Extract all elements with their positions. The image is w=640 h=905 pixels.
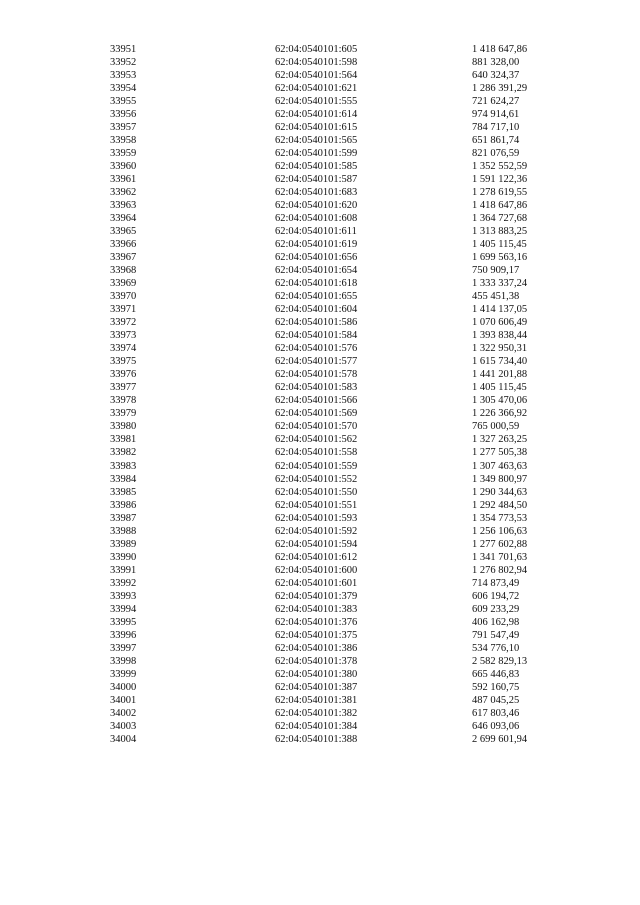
cadastral-number: 62:04:0540101:586 xyxy=(275,317,358,329)
cadastral-value: 1 333 337,24 xyxy=(472,278,528,290)
row-number: 33981 xyxy=(110,434,137,446)
row-number: 33986 xyxy=(110,499,137,511)
cadastral-number: 62:04:0540101:559 xyxy=(275,460,358,472)
cadastral-value: 1 393 838,44 xyxy=(472,330,528,342)
cadastral-value-table xyxy=(0,43,640,746)
table-row xyxy=(0,577,640,590)
cadastral-value: 1 615 734,40 xyxy=(472,356,528,368)
cadastral-value: 821 076,59 xyxy=(472,148,520,160)
cadastral-value: 2 582 829,13 xyxy=(472,655,528,667)
row-number: 33955 xyxy=(110,96,137,108)
table-row xyxy=(0,381,640,394)
table-row xyxy=(0,212,640,225)
table-row xyxy=(0,681,640,694)
cadastral-number: 62:04:0540101:550 xyxy=(275,486,358,498)
table-row xyxy=(0,538,640,551)
cadastral-number: 62:04:0540101:551 xyxy=(275,499,358,511)
cadastral-number: 62:04:0540101:619 xyxy=(275,239,358,251)
cadastral-number: 62:04:0540101:593 xyxy=(275,512,358,524)
table-row xyxy=(0,460,640,473)
table-row xyxy=(0,525,640,538)
row-number: 33974 xyxy=(110,343,137,355)
table-row xyxy=(0,290,640,303)
cadastral-value: 1 307 463,63 xyxy=(472,460,528,472)
table-row xyxy=(0,616,640,629)
table-row xyxy=(0,407,640,420)
cadastral-value: 1 276 802,94 xyxy=(472,564,528,576)
cadastral-number: 62:04:0540101:615 xyxy=(275,122,358,134)
table-row xyxy=(0,108,640,121)
row-number: 33990 xyxy=(110,551,137,563)
row-number: 34001 xyxy=(110,694,137,706)
cadastral-number: 62:04:0540101:383 xyxy=(275,603,358,615)
row-number: 33996 xyxy=(110,629,137,641)
cadastral-number: 62:04:0540101:387 xyxy=(275,681,358,693)
cadastral-number: 62:04:0540101:621 xyxy=(275,83,358,95)
row-number: 33967 xyxy=(110,252,137,264)
cadastral-value: 714 873,49 xyxy=(472,577,520,589)
table-row xyxy=(0,394,640,407)
cadastral-number: 62:04:0540101:604 xyxy=(275,304,358,316)
cadastral-number: 62:04:0540101:611 xyxy=(275,226,357,238)
cadastral-number: 62:04:0540101:654 xyxy=(275,265,358,277)
cadastral-number: 62:04:0540101:562 xyxy=(275,434,358,446)
cadastral-value: 534 776,10 xyxy=(472,642,520,654)
table-row xyxy=(0,82,640,95)
cadastral-number: 62:04:0540101:594 xyxy=(275,538,358,550)
cadastral-number: 62:04:0540101:578 xyxy=(275,369,358,381)
table-row xyxy=(0,499,640,512)
table-row xyxy=(0,225,640,238)
cadastral-value: 765 000,59 xyxy=(472,421,520,433)
row-number: 33964 xyxy=(110,213,137,225)
table-row xyxy=(0,329,640,342)
row-number: 33985 xyxy=(110,486,137,498)
cadastral-value: 791 547,49 xyxy=(472,629,520,641)
cadastral-value: 750 909,17 xyxy=(472,265,520,277)
row-number: 33966 xyxy=(110,239,137,251)
table-row xyxy=(0,642,640,655)
row-number: 33991 xyxy=(110,564,137,576)
cadastral-number: 62:04:0540101:605 xyxy=(275,44,358,55)
cadastral-value: 1 354 773,53 xyxy=(472,512,528,524)
cadastral-value: 1 070 606,49 xyxy=(472,317,528,329)
cadastral-value: 455 451,38 xyxy=(472,291,520,303)
cadastral-number: 62:04:0540101:566 xyxy=(275,395,358,407)
row-number: 33998 xyxy=(110,655,137,667)
table-row xyxy=(0,564,640,577)
row-number: 33979 xyxy=(110,408,137,420)
row-number: 33969 xyxy=(110,278,137,290)
table-row xyxy=(0,551,640,564)
table-row xyxy=(0,56,640,69)
table-row xyxy=(0,121,640,134)
table-row xyxy=(0,264,640,277)
table-row xyxy=(0,433,640,446)
table-row xyxy=(0,186,640,199)
table-row xyxy=(0,251,640,264)
table-row xyxy=(0,303,640,316)
cadastral-number: 62:04:0540101:565 xyxy=(275,135,358,147)
cadastral-number: 62:04:0540101:618 xyxy=(275,278,358,290)
cadastral-value: 1 414 137,05 xyxy=(472,304,528,316)
row-number: 33992 xyxy=(110,577,137,589)
cadastral-value: 646 093,06 xyxy=(472,720,520,732)
cadastral-value: 1 699 563,16 xyxy=(472,252,528,264)
row-number: 33971 xyxy=(110,304,137,316)
cadastral-value: 406 162,98 xyxy=(472,616,520,628)
row-number: 33995 xyxy=(110,616,137,628)
cadastral-number: 62:04:0540101:598 xyxy=(275,57,358,69)
cadastral-number: 62:04:0540101:388 xyxy=(275,733,358,745)
table-row xyxy=(0,473,640,486)
table-row xyxy=(0,707,640,720)
table-row xyxy=(0,355,640,368)
cadastral-number: 62:04:0540101:384 xyxy=(275,720,358,732)
table-row xyxy=(0,160,640,173)
row-number: 33983 xyxy=(110,460,137,472)
cadastral-number: 62:04:0540101:583 xyxy=(275,382,358,394)
cadastral-number: 62:04:0540101:375 xyxy=(275,629,358,641)
row-number: 34000 xyxy=(110,681,137,693)
row-number: 33980 xyxy=(110,421,137,433)
row-number: 33973 xyxy=(110,330,137,342)
table-row xyxy=(0,720,640,733)
cadastral-value: 1 591 122,36 xyxy=(472,174,528,186)
cadastral-value: 1 341 701,63 xyxy=(472,551,528,563)
cadastral-value: 1 364 727,68 xyxy=(472,213,528,225)
cadastral-value: 1 292 484,50 xyxy=(472,499,528,511)
table-row xyxy=(0,43,640,56)
cadastral-number: 62:04:0540101:378 xyxy=(275,655,358,667)
cadastral-number: 62:04:0540101:585 xyxy=(275,161,358,173)
row-number: 33952 xyxy=(110,57,137,69)
cadastral-value: 974 914,61 xyxy=(472,109,520,121)
table-row xyxy=(0,512,640,525)
cadastral-value: 1 349 800,97 xyxy=(472,473,528,485)
row-number: 34003 xyxy=(110,720,137,732)
cadastral-number: 62:04:0540101:564 xyxy=(275,70,358,82)
cadastral-value: 1 286 391,29 xyxy=(472,83,528,95)
cadastral-value: 1 290 344,63 xyxy=(472,486,528,498)
row-number: 33987 xyxy=(110,512,137,524)
cadastral-value: 665 446,83 xyxy=(472,668,520,680)
cadastral-value: 1 418 647,86 xyxy=(472,44,528,55)
cadastral-number: 62:04:0540101:612 xyxy=(275,551,358,563)
row-number: 33959 xyxy=(110,148,137,160)
table-row xyxy=(0,199,640,212)
row-number: 33960 xyxy=(110,161,137,173)
cadastral-number: 62:04:0540101:552 xyxy=(275,473,358,485)
table-row xyxy=(0,486,640,499)
cadastral-number: 62:04:0540101:599 xyxy=(275,148,358,160)
cadastral-number: 62:04:0540101:558 xyxy=(275,447,358,459)
row-number: 33988 xyxy=(110,525,137,537)
row-number: 33970 xyxy=(110,291,137,303)
cadastral-value: 609 233,29 xyxy=(472,603,520,615)
cadastral-number: 62:04:0540101:614 xyxy=(275,109,358,121)
cadastral-value: 1 352 552,59 xyxy=(472,161,528,173)
row-number: 33977 xyxy=(110,382,137,394)
cadastral-number: 62:04:0540101:620 xyxy=(275,200,358,212)
row-number: 33982 xyxy=(110,447,137,459)
cadastral-value: 1 405 115,45 xyxy=(472,382,527,394)
cadastral-value: 721 624,27 xyxy=(472,96,520,108)
cadastral-number: 62:04:0540101:601 xyxy=(275,577,358,589)
table-row xyxy=(0,316,640,329)
cadastral-value: 640 324,37 xyxy=(472,70,520,82)
cadastral-number: 62:04:0540101:380 xyxy=(275,668,358,680)
cadastral-value: 2 699 601,94 xyxy=(472,733,528,745)
cadastral-value: 1 256 106,63 xyxy=(472,525,528,537)
cadastral-value: 606 194,72 xyxy=(472,590,520,602)
row-number: 33968 xyxy=(110,265,137,277)
cadastral-value: 1 418 647,86 xyxy=(472,200,528,212)
table-row xyxy=(0,446,640,459)
row-number: 34002 xyxy=(110,707,137,719)
cadastral-value: 784 717,10 xyxy=(472,122,520,134)
table-row xyxy=(0,368,640,381)
cadastral-number: 62:04:0540101:584 xyxy=(275,330,358,342)
cadastral-value: 487 045,25 xyxy=(472,694,520,706)
cadastral-value: 881 328,00 xyxy=(472,57,520,69)
cadastral-value: 592 160,75 xyxy=(472,681,520,693)
cadastral-value: 651 861,74 xyxy=(472,135,520,147)
table-row xyxy=(0,277,640,290)
table-row xyxy=(0,238,640,251)
row-number: 33963 xyxy=(110,200,137,212)
cadastral-value: 1 278 619,55 xyxy=(472,187,528,199)
cadastral-value: 1 322 950,31 xyxy=(472,343,528,355)
cadastral-number: 62:04:0540101:683 xyxy=(275,187,358,199)
table-row xyxy=(0,603,640,616)
table-row xyxy=(0,147,640,160)
row-number: 33993 xyxy=(110,590,137,602)
cadastral-value: 1 405 115,45 xyxy=(472,239,527,251)
row-number: 33972 xyxy=(110,317,137,329)
cadastral-number: 62:04:0540101:576 xyxy=(275,343,358,355)
cadastral-number: 62:04:0540101:386 xyxy=(275,642,358,654)
table-row xyxy=(0,668,640,681)
row-number: 33994 xyxy=(110,603,137,615)
table-row xyxy=(0,629,640,642)
row-number: 33984 xyxy=(110,473,137,485)
row-number: 33975 xyxy=(110,356,137,368)
cadastral-number: 62:04:0540101:656 xyxy=(275,252,358,264)
cadastral-value: 1 277 602,88 xyxy=(472,538,528,550)
row-number: 33999 xyxy=(110,668,137,680)
cadastral-value: 617 803,46 xyxy=(472,707,520,719)
row-number: 33951 xyxy=(110,44,137,55)
table-row xyxy=(0,95,640,108)
cadastral-number: 62:04:0540101:381 xyxy=(275,694,358,706)
cadastral-number: 62:04:0540101:587 xyxy=(275,174,358,186)
row-number: 33962 xyxy=(110,187,137,199)
cadastral-number: 62:04:0540101:577 xyxy=(275,356,358,368)
row-number: 33965 xyxy=(110,226,137,238)
cadastral-value: 1 226 366,92 xyxy=(472,408,528,420)
table-row xyxy=(0,134,640,147)
row-number: 33976 xyxy=(110,369,137,381)
table-row xyxy=(0,173,640,186)
cadastral-value: 1 441 201,88 xyxy=(472,369,528,381)
cadastral-number: 62:04:0540101:382 xyxy=(275,707,358,719)
table-row xyxy=(0,590,640,603)
row-number: 33989 xyxy=(110,538,137,550)
cadastral-number: 62:04:0540101:600 xyxy=(275,564,358,576)
table-row xyxy=(0,733,640,746)
row-number: 33961 xyxy=(110,174,137,186)
row-number: 33957 xyxy=(110,122,137,134)
cadastral-number: 62:04:0540101:569 xyxy=(275,408,358,420)
cadastral-number: 62:04:0540101:592 xyxy=(275,525,358,537)
row-number: 33956 xyxy=(110,109,137,121)
cadastral-value: 1 305 470,06 xyxy=(472,395,528,407)
row-number: 33978 xyxy=(110,395,137,407)
row-number: 33997 xyxy=(110,642,137,654)
table-row xyxy=(0,420,640,433)
table-row xyxy=(0,69,640,82)
cadastral-value: 1 313 883,25 xyxy=(472,226,528,238)
row-number: 33958 xyxy=(110,135,137,147)
cadastral-number: 62:04:0540101:655 xyxy=(275,291,358,303)
table-row xyxy=(0,694,640,707)
row-number: 34004 xyxy=(110,733,137,745)
table-row xyxy=(0,342,640,355)
cadastral-value: 1 277 505,38 xyxy=(472,447,528,459)
cadastral-number: 62:04:0540101:376 xyxy=(275,616,358,628)
table-row xyxy=(0,655,640,668)
cadastral-number: 62:04:0540101:555 xyxy=(275,96,358,108)
row-number: 33953 xyxy=(110,70,137,82)
cadastral-number: 62:04:0540101:379 xyxy=(275,590,358,602)
cadastral-number: 62:04:0540101:570 xyxy=(275,421,358,433)
row-number: 33954 xyxy=(110,83,137,95)
cadastral-number: 62:04:0540101:608 xyxy=(275,213,358,225)
cadastral-value: 1 327 263,25 xyxy=(472,434,528,446)
